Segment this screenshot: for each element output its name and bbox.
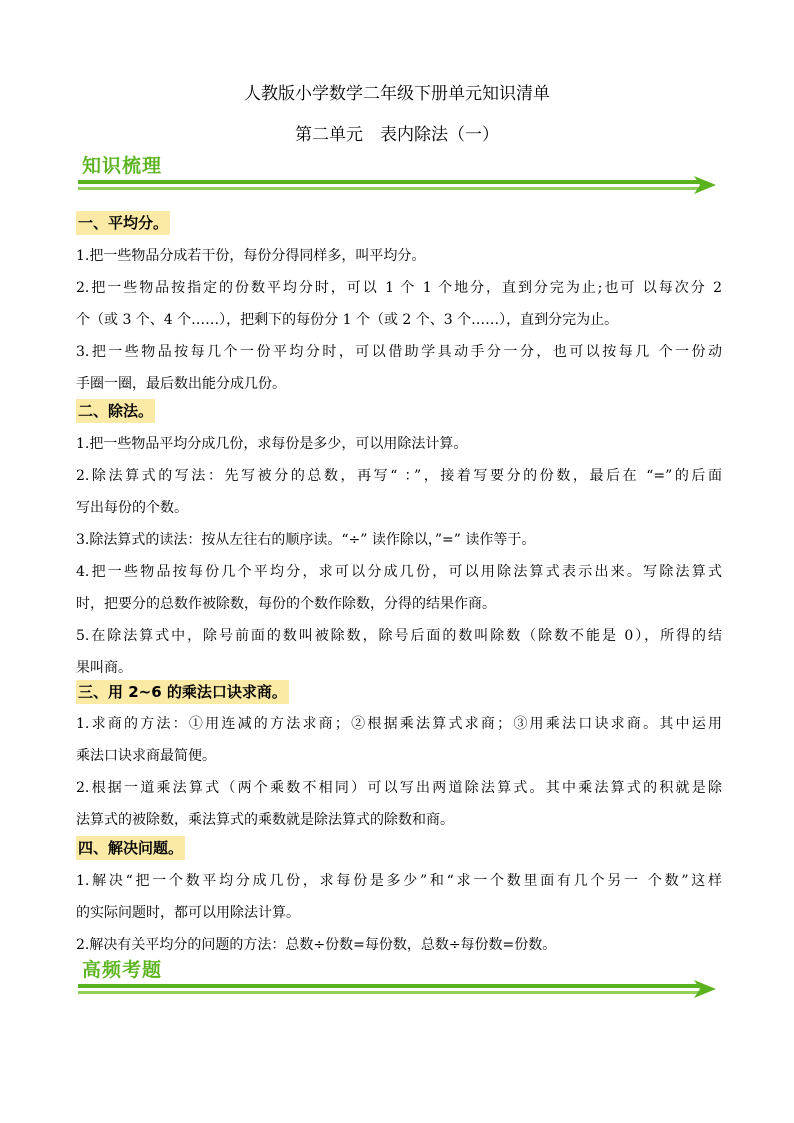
paragraph-line: 4.把一些物品按每份几个平均分，求可以分成几份，可以用除法算式表示出来。写除法算式 <box>76 564 722 580</box>
section-average-body <box>76 240 722 400</box>
paragraph-line: 1.求商的方法：①用连减的方法求商；②根据乘法算式求商；③用乘法口诀求商。其中运用 <box>76 716 722 732</box>
paragraph-line: 个（或 3 个、4 个……），把剩下的每份分 1 个（或 2 个、3 个……），直到分完为止。 <box>76 312 619 328</box>
paragraph-line: 的实际问题时，都可以用除法计算。 <box>76 905 300 921</box>
section-heading-division: 二、除法。 <box>76 399 155 423</box>
banner-arrow-icon <box>78 976 718 1006</box>
paragraph-line: 果叫商。 <box>76 660 132 676</box>
banner-exam <box>78 958 718 1006</box>
section-division-body <box>76 428 722 684</box>
paragraph-line: 1.把一些物品平均分成几份，求每份是多少，可以用除法计算。 <box>76 436 468 452</box>
paragraph-line: 5.在除法算式中，除号前面的数叫被除数，除号后面的数叫除数（除数不能是 0），所得的结 <box>76 628 722 644</box>
section-problems-body <box>76 865 722 961</box>
paragraph-line: 法算式的被除数，乘法算式的乘数就是除法算式的除数和商。 <box>76 812 454 828</box>
document-title: 人教版小学数学二年级下册单元知识清单 <box>244 84 550 104</box>
paragraph-line: 2.除法算式的写法：先写被分的总数，再写“ ：”，接着写要分的份数，最后在 “=”的后面 <box>76 468 722 484</box>
paragraph-line: 写出每份的个数。 <box>76 500 188 516</box>
paragraph-line: 2.根据一道乘法算式（两个乘数不相同）可以写出两道除法算式。其中乘法算式的积就是除 <box>76 780 722 796</box>
paragraph-line: 3.除法算式的读法：按从左往右的顺序读。“÷” 读作除以，”=” 读作等于。 <box>76 532 536 548</box>
section-heading-problems: 四、解决问题。 <box>76 836 185 860</box>
section-heading-average: 一、平均分。 <box>76 211 170 235</box>
paragraph-line: 手圈一圈，最后数出能分成几份。 <box>76 376 286 392</box>
section-quotient-body <box>76 708 722 836</box>
banner-knowledge-label: 知识梳理 <box>82 155 163 177</box>
paragraph-line: 1.把一些物品分成若干份，每份分得同样多，叫平均分。 <box>76 248 426 264</box>
paragraph-line: 1.解决“把一个数平均分成几份，求每份是多少”和“求一个数里面有几个另一 个数”这样 <box>76 873 722 889</box>
paragraph-line: 乘法口诀求商最简便。 <box>76 748 216 764</box>
section-heading-quotient: 三、用 2~6 的乘法口诀求商。 <box>76 680 289 704</box>
unit-subtitle: 第二单元 表内除法（一） <box>295 125 499 145</box>
paragraph-line: 2.解决有关平均分的问题的方法：总数÷份数=每份数，总数÷每份数=份数。 <box>76 937 557 953</box>
paragraph-line: 2.把一些物品按指定的份数平均分时，可以 1 个 1 个地分，直到分完为止;也可 以每次分 2 <box>76 280 722 296</box>
paragraph-line: 3.把一些物品按每几个一份平均分时，可以借助学具动手分一分，也可以按每几 个一份动 <box>76 344 722 360</box>
banner-arrow-icon <box>78 172 718 202</box>
banner-exam-label: 高频考题 <box>82 959 163 981</box>
banner-knowledge <box>78 154 718 202</box>
paragraph-line: 时，把要分的总数作被除数，每份的个数作除数，分得的结果作商。 <box>76 596 496 612</box>
